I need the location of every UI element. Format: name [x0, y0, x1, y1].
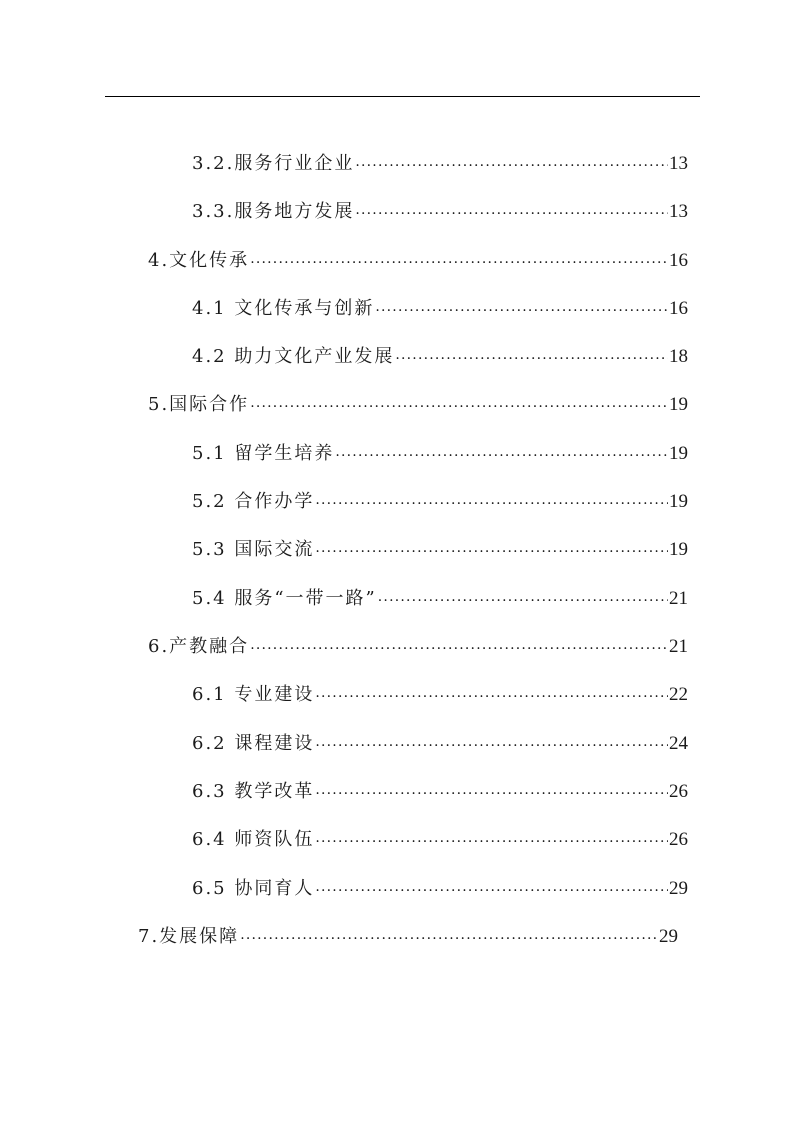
toc-entry-label: 6.3 教学改革 — [192, 781, 315, 802]
toc-entry-label: 3.3.服务地方发展 — [192, 201, 355, 222]
toc-entry[interactable] — [192, 731, 688, 757]
toc-entry[interactable] — [148, 392, 688, 418]
toc-page-number: 19 — [669, 491, 688, 512]
toc-entry-label: 6.1 专业建设 — [192, 684, 315, 705]
dot-leader — [315, 783, 668, 805]
dot-leader — [395, 348, 668, 370]
toc-entry[interactable] — [192, 489, 688, 515]
toc-page-number: 26 — [669, 829, 688, 850]
toc-entry-label: 5.2 合作办学 — [192, 491, 315, 512]
toc-entry[interactable] — [148, 634, 688, 660]
toc-entry[interactable] — [192, 296, 688, 322]
toc-entry-label: 3.2.服务行业企业 — [192, 153, 355, 174]
dot-leader — [355, 203, 668, 225]
dot-leader — [315, 831, 668, 853]
dot-leader — [315, 686, 668, 708]
toc-page-number: 21 — [669, 588, 688, 609]
toc-page-number: 22 — [669, 684, 688, 705]
dot-leader — [315, 493, 668, 515]
toc-entry-label: 4.2 助力文化产业发展 — [192, 346, 395, 367]
toc-entry-label: 4.1 文化传承与创新 — [192, 298, 375, 319]
toc-page-number: 19 — [669, 394, 688, 415]
dot-leader — [315, 735, 668, 757]
toc-entry[interactable] — [138, 924, 678, 950]
toc-entry[interactable] — [192, 441, 688, 467]
dot-leader — [315, 541, 668, 563]
toc-entry[interactable] — [192, 876, 688, 902]
dot-leader — [375, 300, 668, 322]
toc-entry[interactable] — [192, 537, 688, 563]
toc-entry-label: 6.4 师资队伍 — [192, 829, 315, 850]
toc-entry-label: 5.3 国际交流 — [192, 539, 315, 560]
toc-page-number: 13 — [669, 153, 688, 174]
toc-page-number: 13 — [669, 201, 688, 222]
toc-entry-label: 4.文化传承 — [148, 250, 250, 271]
toc-entry[interactable] — [148, 248, 688, 274]
dot-leader — [250, 638, 668, 660]
dot-leader — [355, 155, 668, 177]
toc-entry[interactable] — [192, 151, 688, 177]
toc-page-number: 16 — [669, 250, 688, 271]
toc-entry-label: 6.2 课程建设 — [192, 733, 315, 754]
toc-entry[interactable] — [192, 199, 688, 225]
toc-entry-label: 6.产教融合 — [148, 636, 250, 657]
toc-page-number: 16 — [669, 298, 688, 319]
toc-page-number: 21 — [669, 636, 688, 657]
toc-entry-label: 5.1 留学生培养 — [192, 443, 335, 464]
toc-entry[interactable] — [192, 586, 688, 612]
dot-leader — [240, 928, 658, 950]
dot-leader — [250, 252, 668, 274]
toc-entry[interactable] — [192, 344, 688, 370]
toc-page-number: 19 — [669, 443, 688, 464]
toc-page-number: 24 — [669, 733, 688, 754]
toc-entry-label: 7.发展保障 — [138, 926, 240, 947]
toc-entry[interactable] — [192, 827, 688, 853]
toc-entry-label: 5.4 服务“一带一路” — [192, 588, 377, 609]
dot-leader — [335, 445, 668, 467]
toc-page-number: 29 — [669, 878, 688, 899]
toc-entry[interactable] — [192, 682, 688, 708]
toc-entry-label: 6.5 协同育人 — [192, 878, 315, 899]
dot-leader — [378, 590, 668, 612]
dot-leader — [315, 880, 668, 902]
toc-page-number: 19 — [669, 539, 688, 560]
toc-entry[interactable] — [192, 779, 688, 805]
toc-page-number: 26 — [669, 781, 688, 802]
toc-page-number: 18 — [669, 346, 688, 367]
toc-entry-label: 5.国际合作 — [148, 394, 250, 415]
dot-leader — [250, 396, 668, 418]
toc-page-number: 29 — [659, 926, 678, 947]
